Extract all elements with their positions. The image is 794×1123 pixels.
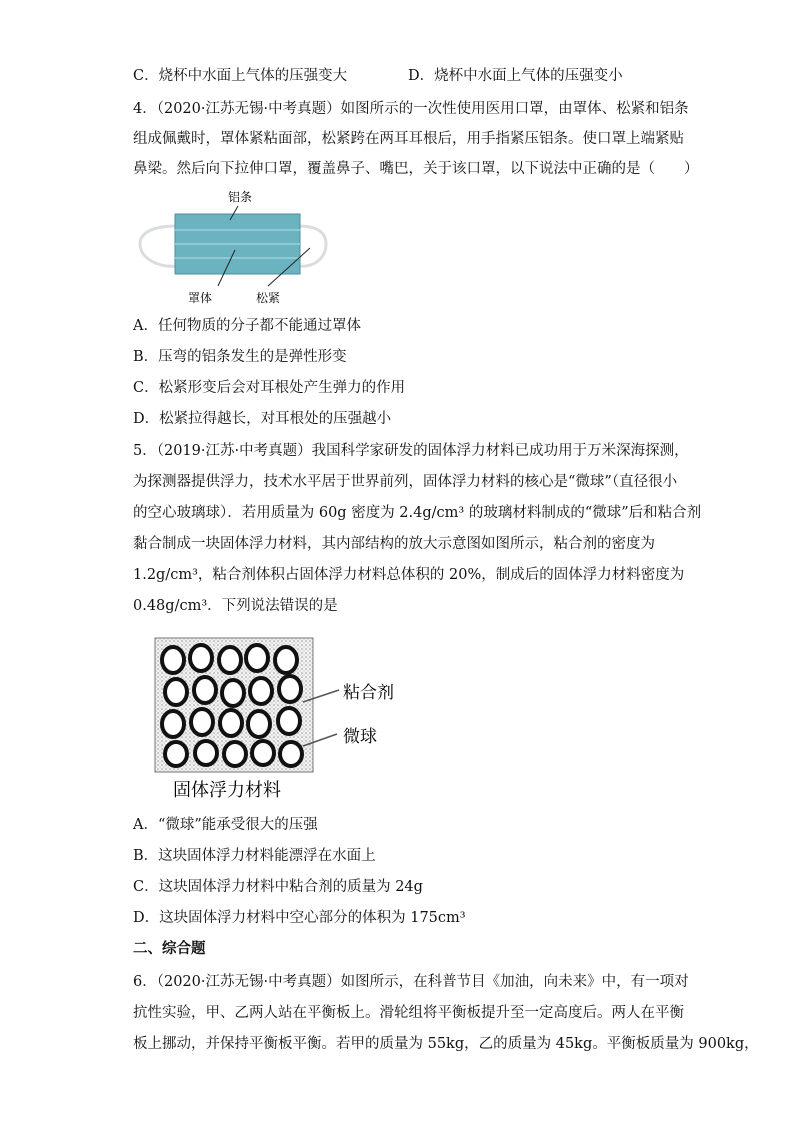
q5-stem-line1: 5．（2019·江苏·中考真题）我国科学家研发的固体浮力材料已成功用于万米深海探测， bbox=[133, 443, 689, 459]
q3-option-d: D．烧杯中水面上气体的压强变小 bbox=[408, 68, 623, 84]
q4-option-a: A．任何物质的分子都不能通过罩体 bbox=[133, 318, 361, 334]
ear-loop-right bbox=[298, 226, 326, 266]
label-binder: 粘合剂 bbox=[343, 683, 394, 703]
microsphere-figure bbox=[153, 636, 423, 806]
label-elastic: 松紧 bbox=[256, 291, 281, 305]
q5-stem-line4: 黏合制成一块固体浮力材料，其内部结构的放大示意图如图所示，粘合剂的密度为 bbox=[133, 536, 655, 552]
q3-option-c: C．烧杯中水面上气体的压强变大 bbox=[133, 68, 348, 84]
q4-stem-line3: 鼻梁。然后向下拉伸口罩，覆盖鼻子、嘴巴，关于该口罩，以下说法中正确的是（ ） bbox=[133, 161, 699, 177]
q4-option-b: B．压弯的铝条发生的是弹性形变 bbox=[133, 349, 347, 365]
q6-stem-line3: 板上挪动，并保持平衡板平衡。若甲的质量为 55kg，乙的质量为 45kg。平衡板质量为 900kg， bbox=[133, 1036, 759, 1052]
microsphere-illustration bbox=[153, 636, 423, 806]
ear-loop-left bbox=[140, 226, 177, 266]
q6-stem-line2: 抗性实验，甲、乙两人站在平衡板上。滑轮组将平衡板提升至一定高度后。两人在平衡 bbox=[133, 1005, 684, 1021]
mask-figure bbox=[130, 186, 330, 308]
q5-option-d: D．这块固体浮力材料中空心部分的体积为 175cm³ bbox=[133, 910, 466, 926]
q4-stem-line2: 组成佩戴时，罩体紧粘面部，松紧跨在两耳耳根后，用手指紧压铝条。使口罩上端紧贴 bbox=[133, 131, 684, 147]
q4-option-c: C．松紧形变后会对耳根处产生弹力的作用 bbox=[133, 380, 406, 396]
mask-illustration bbox=[130, 186, 330, 308]
q5-option-b: B．这块固体浮力材料能漂浮在水面上 bbox=[133, 848, 376, 864]
q4-stem-line1: 4．（2020·江苏无锡·中考真题）如图所示的一次性使用医用口罩，由罩体、松紧和铝条 bbox=[133, 101, 689, 117]
label-mask-body: 罩体 bbox=[188, 291, 213, 305]
q5-stem-line6: 0.48g/cm³．下列说法错误的是 bbox=[133, 598, 338, 614]
label-aluminum-strip: 铝条 bbox=[228, 190, 253, 204]
q5-stem-line5: 1.2g/cm³，粘合剂体积占固体浮力材料总体积的 20%，制成后的固体浮力材料密度为 bbox=[133, 567, 685, 583]
figure-caption: 固体浮力材料 bbox=[173, 780, 281, 801]
q6-stem-line1: 6．（2020·江苏无锡·中考真题）如图所示，在科普节目《加油，向未来》中，有一项对 bbox=[133, 974, 689, 990]
q4-option-d: D．松紧拉得越长，对耳根处的压强越小 bbox=[133, 411, 392, 427]
q5-option-c: C．这块固体浮力材料中粘合剂的质量为 24g bbox=[133, 879, 423, 895]
q5-stem-line3: 的空心玻璃球）．若用质量为 60g 密度为 2.4g/cm³ 的玻璃材料制成的“微球”后和粘合剂 bbox=[133, 505, 702, 521]
q5-option-a: A．“微球”能承受很大的压强 bbox=[133, 817, 318, 833]
section-heading: 二、综合题 bbox=[133, 941, 206, 957]
q5-stem-line2: 为探测器提供浮力，技术水平居于世界前列，固体浮力材料的核心是“微球”（直径很小 bbox=[133, 474, 678, 490]
label-microsphere: 微球 bbox=[343, 727, 377, 747]
